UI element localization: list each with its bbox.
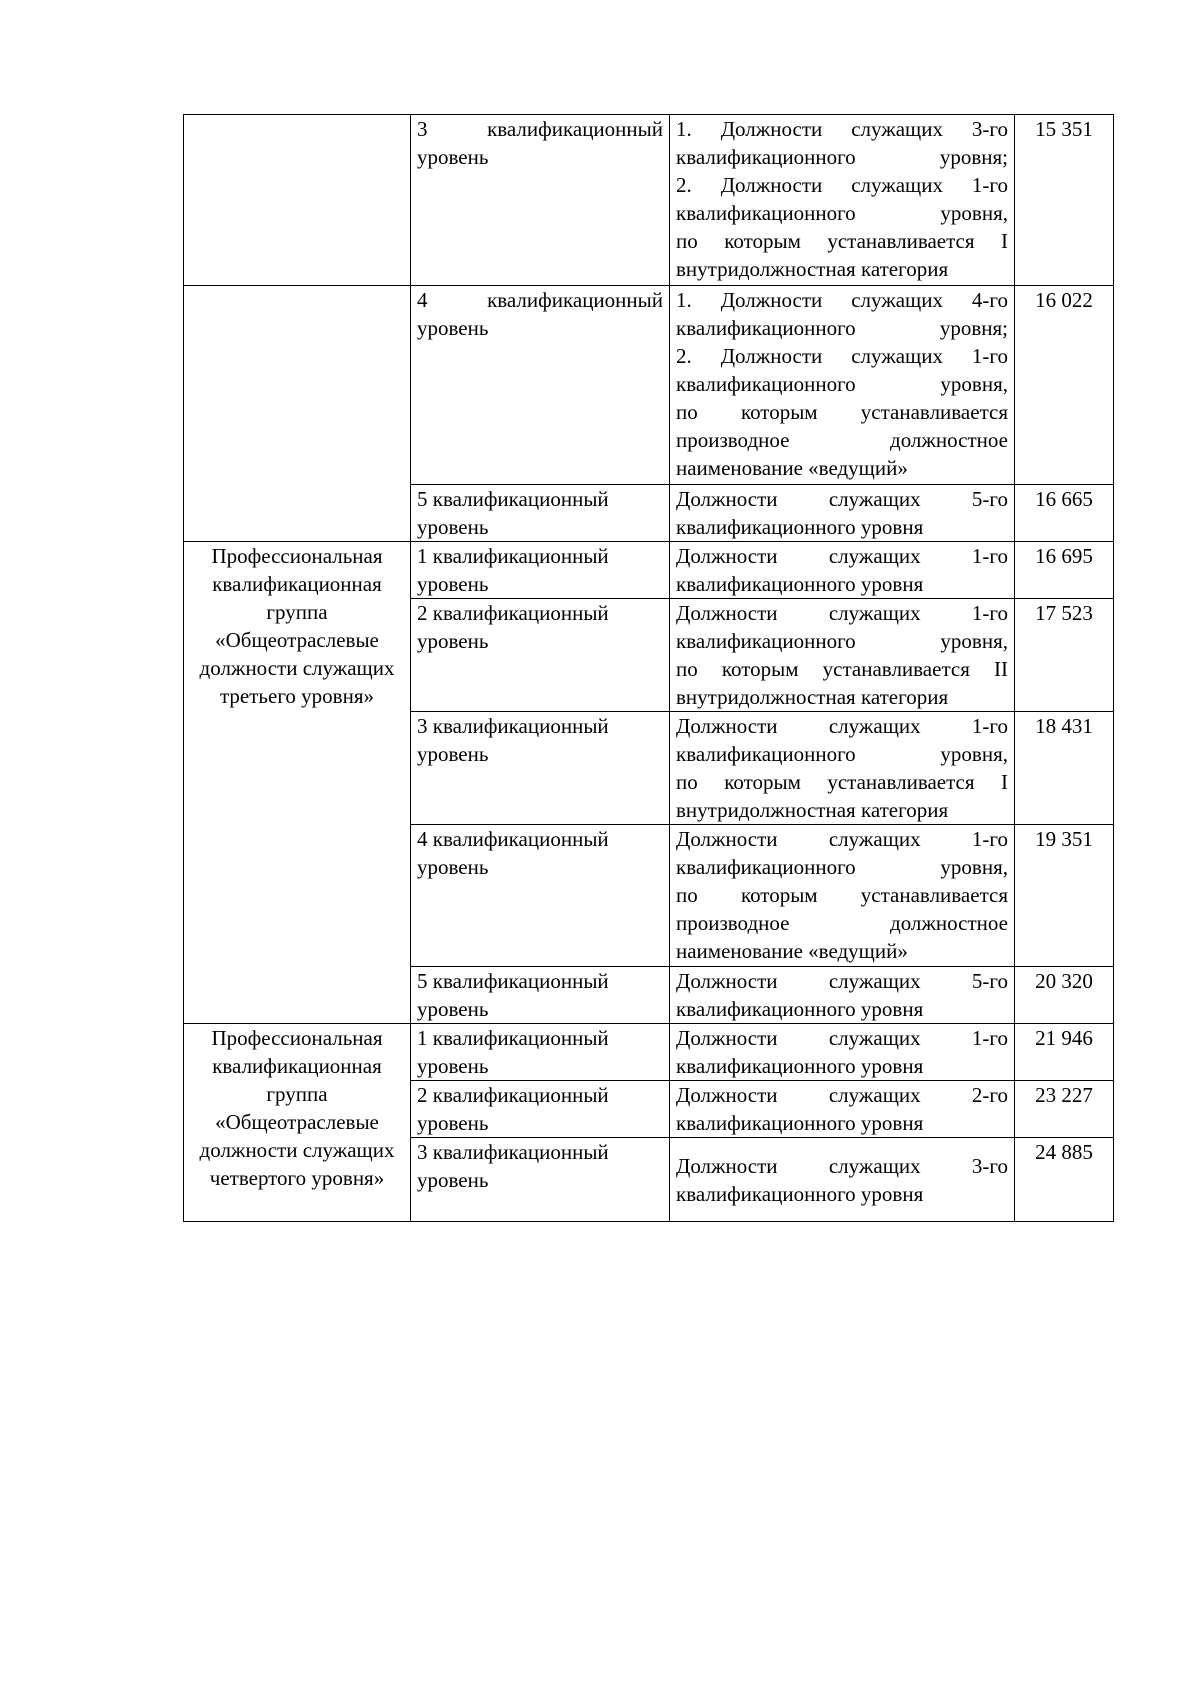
positions-line: внутридолжностная категория	[676, 798, 949, 822]
positions-line: квалификационного уровня,	[676, 742, 1008, 766]
positions-line: внутридолжностная категория	[676, 685, 949, 709]
level-cell: 1 квалификационный уровень	[411, 542, 670, 599]
positions-line: по которым устанавливается	[676, 400, 1008, 424]
positions-line: квалификационного уровня	[676, 1181, 924, 1206]
table-row	[184, 115, 1114, 286]
level-cell: 3 квалификационный уровень	[411, 115, 670, 286]
positions-cell	[670, 712, 1015, 825]
positions-cell	[670, 1138, 1015, 1222]
positions-line: квалификационного уровня,	[676, 855, 1008, 879]
positions-line: квалификационного уровня,	[676, 372, 1008, 396]
positions-line: Должности служащих 3-го	[676, 1153, 1008, 1178]
positions-cell	[670, 485, 1015, 542]
positions-line: квалификационного уровня,	[676, 629, 1008, 653]
positions-line: наименование «ведущий»	[676, 939, 908, 963]
level-cell: 1 квалификационный уровень	[411, 1024, 670, 1081]
positions-cell	[670, 1081, 1015, 1138]
salary-cell: 17 523	[1015, 599, 1114, 712]
positions-line: 1. Должности служащих 4-го	[676, 288, 1008, 312]
salary-cell: 16 695	[1015, 542, 1114, 599]
positions-cell	[670, 542, 1015, 599]
level-cell: 2 квалификационный уровень	[411, 1081, 670, 1138]
group-cell: Профессиональная квалификационная группа «Общеотраслевые должности служащих третьего уровня»	[184, 542, 411, 1024]
positions-cell	[670, 286, 1015, 485]
level-cell: 3 квалификационный уровень	[411, 1138, 670, 1222]
positions-line: Должности служащих 5-го	[676, 487, 1008, 511]
positions-line: производное должностное	[676, 428, 1008, 452]
level-cell: 3 квалификационный уровень	[411, 712, 670, 825]
positions-line: по которым устанавливается II	[676, 657, 1008, 681]
positions-line: 2. Должности служащих 1-го	[676, 344, 1008, 368]
positions-line: квалификационного уровня	[676, 997, 924, 1021]
salary-table	[183, 114, 1114, 1222]
positions-line: по которым устанавливается I	[676, 770, 1008, 794]
positions-line: Должности служащих 1-го	[676, 544, 1008, 568]
positions-line: квалификационного уровня;	[676, 316, 1008, 340]
positions-line: по которым устанавливается	[676, 883, 1008, 907]
salary-cell: 16 022	[1015, 286, 1114, 485]
positions-line: производное должностное	[676, 911, 1008, 935]
table-row	[184, 542, 1114, 599]
positions-line: квалификационного уровня	[676, 1111, 924, 1135]
table-row	[184, 286, 1114, 485]
group-cell-empty	[184, 286, 411, 542]
level-cell: 5 квалификационный уровень	[411, 967, 670, 1024]
salary-cell: 18 431	[1015, 712, 1114, 825]
positions-line: Должности служащих 2-го	[676, 1083, 1008, 1107]
level-cell: 2 квалификационный уровень	[411, 599, 670, 712]
positions-line: 2. Должности служащих 1-го	[676, 173, 1008, 197]
positions-line: Должности служащих 5-го	[676, 969, 1008, 993]
positions-cell	[670, 967, 1015, 1024]
level-cell: 4 квалификационный уровень	[411, 825, 670, 967]
positions-line: квалификационного уровня,	[676, 201, 1008, 225]
positions-cell	[670, 1024, 1015, 1081]
positions-line: по которым устанавливается I	[676, 229, 1008, 253]
positions-cell	[670, 115, 1015, 286]
salary-cell: 21 946	[1015, 1024, 1114, 1081]
level-cell: 5 квалификационный уровень	[411, 485, 670, 542]
salary-cell: 24 885	[1015, 1138, 1114, 1222]
positions-cell	[670, 825, 1015, 967]
positions-line: Должности служащих 1-го	[676, 714, 1008, 738]
salary-cell: 16 665	[1015, 485, 1114, 542]
salary-cell: 19 351	[1015, 825, 1114, 967]
level-cell: 4 квалификационный уровень	[411, 286, 670, 485]
positions-line: квалификационного уровня	[676, 572, 924, 596]
salary-cell: 20 320	[1015, 967, 1114, 1024]
positions-line: квалификационного уровня;	[676, 145, 1008, 169]
positions-line: квалификационного уровня	[676, 515, 924, 539]
positions-line: внутридолжностная категория	[676, 257, 949, 281]
positions-line: 1. Должности служащих 3-го	[676, 117, 1008, 141]
positions-line: наименование «ведущий»	[676, 456, 908, 480]
table-row	[184, 1024, 1114, 1081]
salary-cell: 15 351	[1015, 115, 1114, 286]
positions-line: Должности служащих 1-го	[676, 601, 1008, 625]
positions-line: Должности служащих 1-го	[676, 1026, 1008, 1050]
group-cell-empty	[184, 115, 411, 286]
positions-cell	[670, 599, 1015, 712]
group-cell: Профессиональная квалификационная группа «Общеотраслевые должности служащих четвертого уровня»	[184, 1024, 411, 1222]
positions-line: квалификационного уровня	[676, 1054, 924, 1078]
positions-line: Должности служащих 1-го	[676, 827, 1008, 851]
salary-cell: 23 227	[1015, 1081, 1114, 1138]
